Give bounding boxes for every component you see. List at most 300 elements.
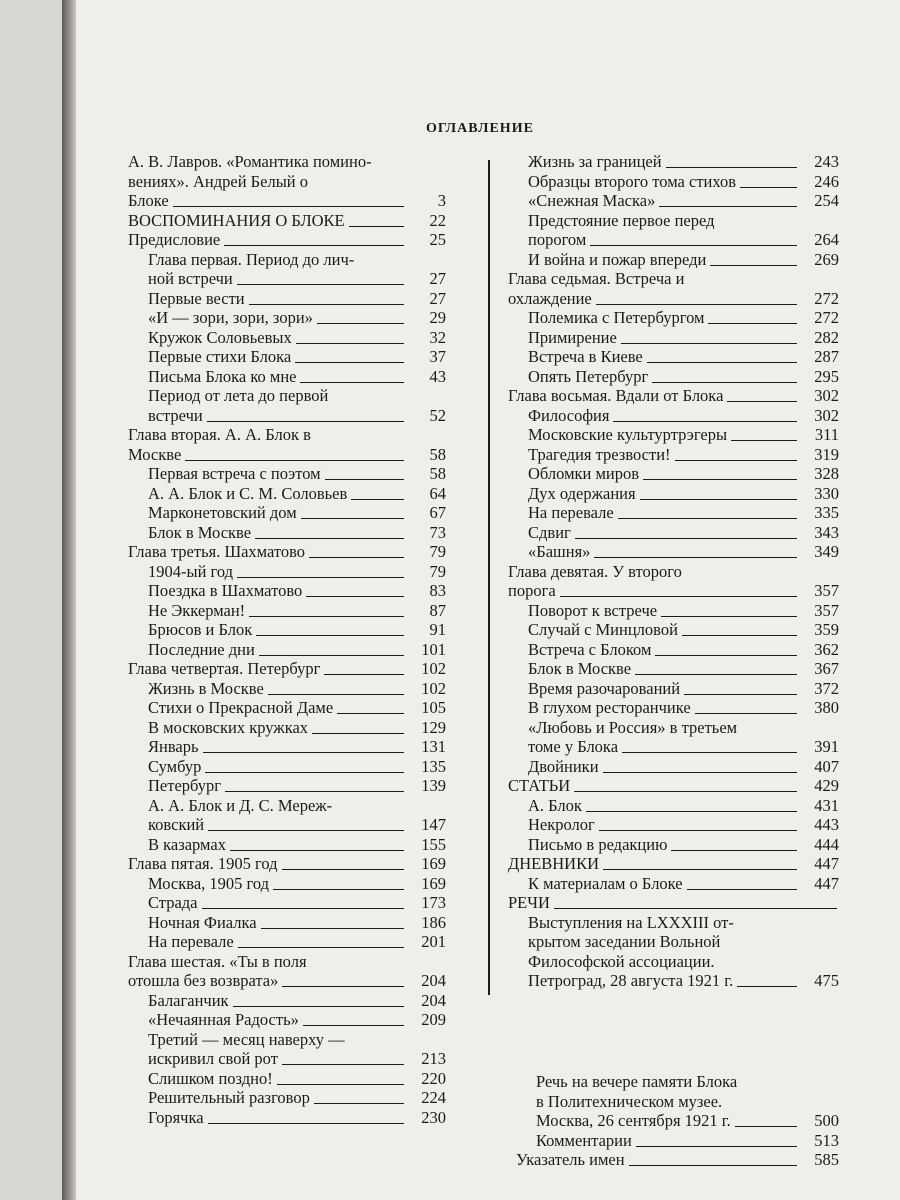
toc-entry — [148, 581, 446, 601]
toc-entry-page-number: 328 — [814, 464, 839, 483]
toc-entry — [148, 523, 446, 543]
toc-entry-page-number: 243 — [814, 152, 839, 171]
toc-entry — [528, 191, 839, 211]
leader-line — [207, 421, 404, 422]
toc-entry-page-number: 29 — [429, 308, 446, 327]
toc-entry-title-line: Глава девятая. У второго — [508, 561, 682, 581]
toc-entry — [128, 211, 446, 231]
toc-entry — [128, 659, 446, 679]
leader-line — [282, 869, 404, 870]
toc-entry-page-number: 135 — [421, 756, 446, 776]
toc-entry-title-line: На перевале — [148, 932, 234, 951]
toc-entry-page-number: 52 — [429, 405, 446, 425]
toc-entry-title-line: В московских кружках — [148, 717, 309, 737]
leader-line — [618, 518, 797, 519]
toc-entry-title-line: Не Эккерман! — [148, 600, 246, 620]
toc-entry — [528, 406, 839, 426]
toc-entry-title-line: Москве — [128, 444, 182, 464]
toc-entry-title-line: ВОСПОМИНАНИЯ О БЛОКЕ — [128, 210, 345, 230]
leader-line — [590, 245, 797, 246]
leader-line — [351, 499, 404, 500]
toc-entry-page-number: 91 — [429, 620, 446, 639]
toc-entry — [148, 562, 446, 582]
toc-entry-title-line: Первая встреча с поэтом — [148, 464, 321, 483]
toc-entry — [148, 620, 446, 640]
leader-line — [603, 869, 797, 870]
toc-entry-page-number: 79 — [429, 561, 446, 581]
toc-entry — [508, 386, 839, 406]
toc-entry-title-line: Блок в Москве — [528, 659, 632, 678]
leader-line — [652, 382, 797, 383]
toc-entry-page-number: 357 — [814, 581, 839, 600]
toc-entry-page-number: 102 — [421, 659, 446, 678]
toc-entry-page-number: 447 — [814, 854, 839, 873]
toc-entry — [148, 250, 446, 289]
toc-entry — [528, 484, 839, 504]
leader-line — [261, 928, 404, 929]
toc-entry-title-line: Глава седьмая. Встреча и — [508, 269, 685, 288]
leader-line — [224, 245, 404, 246]
toc-entry — [528, 659, 839, 679]
toc-entry — [536, 1131, 839, 1151]
toc-entry-page-number: 58 — [429, 464, 446, 483]
toc-entry-title-line: СТАТЬИ — [508, 776, 571, 795]
toc-entry — [528, 874, 839, 894]
leader-line — [621, 343, 797, 344]
toc-entry-title-line: Философской ассоциации. — [528, 951, 715, 971]
toc-entry-title-line: Письмо в редакцию — [528, 834, 668, 854]
toc-entry-title-line: «Башня» — [528, 542, 591, 561]
toc-entry-title-line: Философия — [528, 405, 610, 425]
toc-entry — [148, 932, 446, 952]
toc-entry-page-number: 204 — [421, 971, 446, 990]
toc-entry — [148, 679, 446, 699]
toc-entry — [528, 718, 839, 757]
toc-entry-page-number: 500 — [814, 1111, 839, 1130]
leader-line — [636, 1146, 797, 1147]
toc-entry-title-line: Московские культуртрэгеры — [528, 425, 728, 444]
leader-line — [208, 1123, 404, 1124]
toc-entry-title-line: Глава восьмая. Вдали от Блока — [508, 386, 724, 405]
toc-entry-page-number: 101 — [421, 639, 446, 659]
toc-entry-title-line: ной встречи — [148, 269, 233, 288]
toc-entry-page-number: 25 — [429, 230, 446, 249]
toc-entry-title-line: Блок в Москве — [148, 522, 252, 542]
leader-line — [337, 713, 404, 714]
column-divider — [488, 160, 490, 995]
leader-line — [599, 830, 797, 831]
toc-entry-title-line: Горячка — [148, 1107, 204, 1127]
leader-line — [735, 1126, 797, 1127]
toc-entry — [148, 640, 446, 660]
toc-entry-title-line: Период от лета до первой — [148, 386, 329, 405]
toc-entry-title-line: А. Блок — [528, 795, 582, 815]
toc-entry-title-line: Указатель имен — [516, 1150, 625, 1169]
toc-entry — [148, 464, 446, 484]
previous-page-edge — [0, 0, 62, 1200]
toc-entry-page-number: 287 — [814, 347, 839, 366]
toc-entry-page-number: 264 — [814, 230, 839, 249]
leader-line — [282, 986, 404, 987]
toc-entry — [528, 172, 839, 192]
toc-entry-page-number: 357 — [814, 600, 839, 620]
toc-entry-title-line: А. А. Блок и С. М. Соловьев — [148, 483, 348, 503]
toc-entry-page-number: 129 — [421, 717, 446, 737]
leader-line — [273, 889, 404, 890]
leader-line — [296, 343, 404, 344]
leader-line — [708, 323, 797, 324]
toc-entry-title-line: Глава пятая. 1905 год — [128, 854, 278, 873]
toc-entry — [528, 601, 839, 621]
toc-entry-title-line: Опять Петербург — [528, 366, 649, 386]
toc-entry-page-number: 147 — [421, 815, 446, 834]
leader-line — [301, 518, 404, 519]
toc-entry-page-number: 209 — [421, 1010, 446, 1029]
leader-line — [256, 635, 404, 636]
toc-page — [76, 0, 900, 1200]
toc-entry-title-line: Январь — [148, 737, 199, 756]
toc-entry-title-line: охлаждение — [508, 288, 592, 308]
toc-entry — [528, 835, 839, 855]
toc-entry — [148, 718, 446, 738]
toc-entry — [148, 484, 446, 504]
toc-entry — [148, 289, 446, 309]
toc-entry-page-number: 372 — [814, 678, 839, 698]
toc-entry-title-line: вениях». Андрей Белый о — [128, 171, 309, 191]
toc-entry-title-line: Дух одержания — [528, 483, 636, 503]
leader-line — [185, 460, 404, 461]
toc-entry-title-line: Комментарии — [536, 1130, 632, 1150]
leader-line — [629, 1165, 797, 1166]
toc-entry-page-number: 43 — [429, 366, 446, 386]
leader-line — [259, 655, 404, 656]
leader-line — [647, 362, 797, 363]
toc-entry — [148, 1030, 446, 1069]
toc-entry — [508, 269, 839, 308]
leader-line — [312, 733, 404, 734]
leader-line — [309, 557, 404, 558]
toc-entry-page-number: 349 — [814, 542, 839, 561]
toc-entry-page-number: 330 — [814, 483, 839, 503]
toc-entry — [528, 523, 839, 543]
leader-line — [230, 850, 404, 851]
toc-entry-title-line: Встреча с Блоком — [528, 639, 652, 659]
toc-entry-title-line: Глава шестая. «Ты в поля — [128, 951, 307, 971]
toc-entry-title-line: Жизнь за границей — [528, 152, 662, 171]
toc-entry-page-number: 67 — [429, 503, 446, 522]
toc-entry-page-number: 343 — [814, 522, 839, 542]
toc-entry-page-number: 169 — [421, 873, 446, 893]
toc-entry-title-line: Некролог — [528, 815, 595, 834]
leader-line — [303, 1025, 404, 1026]
leader-line — [268, 694, 404, 695]
toc-entry-page-number: 220 — [421, 1068, 446, 1088]
toc-entry-title-line: томе у Блока — [528, 737, 619, 756]
toc-entry — [508, 854, 839, 874]
toc-entry-page-number: 444 — [814, 834, 839, 854]
toc-entry — [528, 347, 839, 367]
toc-entry — [128, 425, 446, 464]
toc-entry-page-number: 37 — [429, 347, 446, 366]
toc-entry-title-line: Марконетовский дом — [148, 503, 297, 522]
toc-entry-page-number: 27 — [429, 269, 446, 288]
toc-entry-title-line: А. А. Блок и Д. С. Мереж- — [148, 795, 333, 815]
toc-entry-page-number: 3 — [437, 191, 446, 210]
toc-entry-page-number: 201 — [421, 932, 446, 951]
toc-entry-title-line: искривил свой рот — [148, 1049, 278, 1068]
toc-entry-title-line: встречи — [148, 405, 203, 425]
toc-entry-title-line: Кружок Соловьевых — [148, 327, 292, 347]
toc-entry — [128, 952, 446, 991]
leader-line — [560, 596, 797, 597]
leader-line — [682, 635, 797, 636]
toc-entry — [148, 367, 446, 387]
toc-entry-title-line: Третий — месяц наверху — — [148, 1029, 345, 1049]
toc-entry-page-number: 391 — [814, 737, 839, 756]
toc-entry — [508, 776, 839, 796]
leader-line — [238, 947, 404, 948]
toc-entry-title-line: РЕЧИ — [508, 893, 550, 912]
toc-entry-title-line: отошла без возврата» — [128, 971, 279, 990]
toc-entry-page-number: 83 — [429, 581, 446, 600]
toc-entry — [528, 542, 839, 562]
toc-entry — [528, 679, 839, 699]
toc-entry-title-line: Петербург — [148, 776, 222, 795]
toc-entry-title-line: Образцы второго тома стихов — [528, 171, 737, 191]
toc-entry-page-number: 246 — [814, 171, 839, 191]
toc-entry-title-line: Полемика с Петербургом — [528, 308, 705, 327]
toc-entry-title-line: В глухом ресторанчике — [528, 698, 691, 717]
leader-line — [594, 557, 797, 558]
toc-entry-title-line: «Снежная Маска» — [528, 191, 656, 210]
toc-entry-page-number: 272 — [814, 308, 839, 327]
toc-entry — [148, 328, 446, 348]
leader-line — [225, 791, 404, 792]
toc-entry — [148, 503, 446, 523]
leader-line — [233, 1006, 404, 1007]
leader-line — [666, 167, 797, 168]
toc-entry — [148, 698, 446, 718]
toc-entry — [528, 640, 839, 660]
leader-line — [173, 206, 404, 207]
toc-entry — [148, 1010, 446, 1030]
toc-entry-page-number: 155 — [421, 834, 446, 854]
toc-entry-title-line: И война и пожар впереди — [528, 249, 707, 269]
toc-entry-title-line: Балаганчик — [148, 990, 229, 1010]
toc-entry-title-line: ковский — [148, 815, 205, 834]
toc-entry-title-line: Встреча в Киеве — [528, 347, 643, 366]
toc-entry — [148, 757, 446, 777]
toc-entry-title-line: «И — зори, зори, зори» — [148, 308, 313, 327]
toc-entry-page-number: 105 — [421, 698, 446, 717]
toc-entry — [528, 796, 839, 816]
leader-line — [586, 811, 797, 812]
leader-line — [237, 284, 404, 285]
leader-line — [675, 460, 797, 461]
leader-line — [731, 440, 797, 441]
toc-entry-page-number: 73 — [429, 522, 446, 542]
toc-entry — [148, 796, 446, 835]
leader-line — [635, 674, 797, 675]
toc-entry-page-number: 295 — [814, 366, 839, 386]
toc-entry-title-line: порога — [508, 581, 556, 600]
toc-entry-title-line: Двойники — [528, 756, 599, 776]
leader-line — [613, 421, 797, 422]
toc-entry-title-line: К материалам о Блоке — [528, 873, 683, 893]
toc-entry-title-line: Глава третья. Шахматово — [128, 542, 306, 561]
toc-entry — [528, 308, 839, 328]
toc-entry-page-number: 282 — [814, 327, 839, 347]
toc-entry-page-number: 169 — [421, 854, 446, 873]
toc-entry — [528, 620, 839, 640]
leader-line — [317, 323, 404, 324]
leader-line — [622, 752, 797, 753]
leader-line — [295, 362, 404, 363]
toc-entry-title-line: Жизнь в Москве — [148, 678, 264, 698]
leader-line — [237, 577, 404, 578]
toc-entry-page-number: 186 — [421, 912, 446, 932]
leader-line — [737, 986, 797, 987]
toc-entry-title-line: ДНЕВНИКИ — [508, 854, 600, 873]
toc-entry — [148, 1069, 446, 1089]
toc-entry-title-line: Обломки миров — [528, 464, 640, 483]
toc-entry — [528, 250, 839, 270]
leader-line — [554, 908, 837, 909]
toc-entry-title-line: Глава первая. Период до лич- — [148, 249, 355, 269]
toc-entry — [528, 211, 839, 250]
leader-line — [574, 791, 797, 792]
toc-entry-page-number: 429 — [814, 776, 839, 795]
toc-entry — [128, 152, 446, 211]
toc-entry-title-line: Блоке — [128, 191, 169, 210]
leader-line — [349, 226, 404, 227]
toc-entry-title-line: Первые стихи Блока — [148, 347, 292, 366]
leader-line — [282, 1064, 404, 1065]
toc-entry-title-line: порогом — [528, 230, 587, 249]
leader-line — [249, 304, 404, 305]
toc-entry-title-line: Глава четвертая. Петербург — [128, 659, 321, 678]
toc-entry — [148, 874, 446, 894]
toc-entry-title-line: Предисловие — [128, 230, 221, 249]
toc-entry-title-line: Поездка в Шахматово — [148, 581, 303, 600]
toc-entry-page-number: 87 — [429, 600, 446, 620]
toc-entry-title-line: Решительный разговор — [148, 1088, 310, 1107]
leader-line — [255, 538, 404, 539]
toc-entry — [508, 893, 839, 913]
book-gutter — [62, 0, 76, 1200]
toc-entry-page-number: 367 — [814, 659, 839, 678]
toc-entry-page-number: 58 — [429, 444, 446, 464]
toc-entry-page-number: 32 — [429, 327, 446, 347]
toc-entry-title-line: Последние дни — [148, 639, 255, 659]
toc-entry — [148, 776, 446, 796]
leader-line — [205, 772, 404, 773]
toc-entry-title-line: Глава вторая. А. А. Блок в — [128, 425, 311, 444]
toc-entry — [148, 991, 446, 1011]
toc-entry-page-number: 407 — [814, 756, 839, 776]
toc-entry-title-line: На перевале — [528, 503, 614, 522]
leader-line — [596, 304, 797, 305]
toc-entry-page-number: 272 — [814, 288, 839, 308]
toc-entry-page-number: 213 — [421, 1049, 446, 1068]
toc-entry-page-number: 27 — [429, 288, 446, 308]
leader-line — [314, 1103, 404, 1104]
leader-line — [208, 830, 404, 831]
leader-line — [324, 674, 404, 675]
toc-entry-title-line: Брюсов и Блок — [148, 620, 253, 639]
toc-entry — [148, 347, 446, 367]
leader-line — [603, 772, 797, 773]
toc-entry — [528, 425, 839, 445]
leader-line — [277, 1084, 404, 1085]
leader-line — [640, 499, 797, 500]
toc-entry-title-line: крытом заседании Вольной — [528, 932, 721, 951]
leader-line — [306, 596, 404, 597]
toc-entry — [148, 1088, 446, 1108]
toc-entry-title-line: Предстояние первое перед — [528, 210, 715, 230]
toc-entry-title-line: Москва, 26 сентября 1921 г. — [536, 1111, 731, 1130]
toc-entry-title-line: Стихи о Прекрасной Даме — [148, 698, 334, 717]
toc-entry-title-line: Страда — [148, 893, 198, 912]
toc-entry-page-number: 585 — [814, 1150, 839, 1169]
leader-line — [202, 908, 405, 909]
toc-entry-title-line: Ночная Фиалка — [148, 912, 257, 932]
toc-entry-title-line: Поворот к встрече — [528, 600, 658, 620]
toc-entry-title-line: Сумбур — [148, 756, 202, 776]
leader-line — [684, 694, 797, 695]
leader-line — [687, 889, 797, 890]
toc-entry-title-line: Примирение — [528, 327, 617, 347]
toc-entry-page-number: 443 — [814, 815, 839, 834]
toc-entry-title-line: Выступления на LXXXIII от- — [528, 912, 734, 932]
toc-entry — [536, 1072, 839, 1131]
toc-entry-title-line: А. В. Лавров. «Романтика помино- — [128, 152, 372, 171]
toc-entry — [148, 386, 446, 425]
toc-entry-page-number: 319 — [814, 444, 839, 464]
toc-entry — [528, 328, 839, 348]
toc-entry-page-number: 254 — [814, 191, 839, 210]
toc-entry — [148, 601, 446, 621]
toc-entry — [528, 757, 839, 777]
leader-line — [575, 538, 797, 539]
toc-entry-page-number: 302 — [814, 386, 839, 405]
toc-entry-page-number: 64 — [429, 483, 446, 503]
toc-entry-page-number: 447 — [814, 873, 839, 893]
toc-entry — [148, 913, 446, 933]
toc-entry — [148, 308, 446, 328]
toc-entry-title-line: Речь на вечере памяти Блока — [536, 1072, 738, 1091]
toc-entry-page-number: 102 — [421, 678, 446, 698]
toc-entry — [148, 893, 446, 913]
toc-entry-page-number: 173 — [421, 893, 446, 912]
toc-entry-page-number: 131 — [421, 737, 446, 756]
leader-line — [671, 850, 797, 851]
toc-entry — [128, 230, 446, 250]
leader-line — [655, 655, 797, 656]
leader-line — [203, 752, 404, 753]
toc-entry-page-number: 79 — [429, 542, 446, 561]
toc-entry-title-line: «Нечаянная Радость» — [148, 1010, 299, 1029]
toc-entry-page-number: 359 — [814, 620, 839, 639]
leader-line — [710, 265, 797, 266]
toc-entry-title-line: в Политехническом музее. — [536, 1091, 723, 1111]
toc-entry-title-line: Письма Блока ко мне — [148, 366, 297, 386]
toc-entry — [528, 503, 839, 523]
toc-entry — [148, 1108, 446, 1128]
toc-entry-page-number: 139 — [421, 776, 446, 795]
toc-entry-title-line: Трагедия трезвости! — [528, 444, 671, 464]
toc-entry-page-number: 513 — [814, 1130, 839, 1150]
